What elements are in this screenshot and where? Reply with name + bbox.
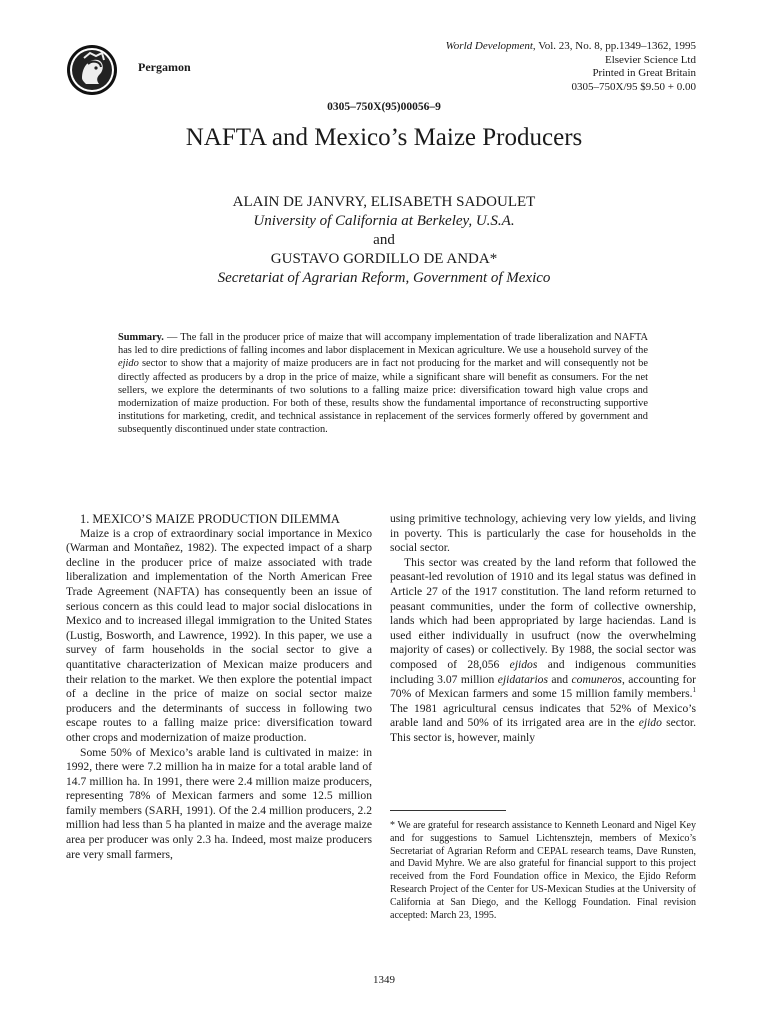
author-conjunction: and: [373, 232, 395, 248]
author-affiliation-1: University of California at Berkeley, U.S.A.: [253, 213, 515, 229]
body-column-right: [390, 512, 696, 780]
journal-name: World Development: [445, 40, 533, 52]
body-column-left: [66, 512, 372, 967]
publisher-name: Pergamon: [138, 60, 191, 74]
body-term-ejidos: ejidos: [509, 657, 538, 671]
body-paragraph-3: using primitive technology, achieving very low yields, and living in poverty. This is particularly the case for households in the social sector.: [390, 512, 696, 555]
journal-citation-line: [366, 40, 696, 54]
body-p4-text-f: sector. This sector is, however, mainly: [390, 716, 696, 744]
journal-printed: Printed in Great Britain: [592, 67, 696, 79]
body-term-ejido: ejido: [638, 716, 662, 730]
abstract-term-ejido: ejido: [118, 358, 139, 370]
body-p4-text-d: , accounting for 70% of Mexican farmers and some 15 million family members.: [390, 672, 696, 701]
abstract-label: Summary.: [118, 332, 164, 343]
pergamon-logo: [66, 44, 118, 96]
page-number: 1349: [373, 974, 395, 986]
abstract: [118, 331, 648, 457]
body-paragraph-1: Maize is a crop of extraordinary social importance in Mexico (Warman and Montañez, 1982). The expected impact of a sharp decline in the producer price of maize associated with trade liberalization and implementation of the North American Free Trade Agreement (NAFTA) has consequently been an issue of serious concern as this could lead to major social dislocations in Mexico and to increased illegal immigration to the United States (Lustig, Bosworth, and Lawrence, 1992). In this paper, we use a survey of farm households in the social sector to give a quantitative characterization of Mexican maize producers and their relation to the market. We then explore the potential impact of a decline in the price of maize on social sector maize producers and the determinants of success in following two escape routes to a falling maize price: diversification toward other crops and modernization of maize production.: [66, 526, 372, 744]
abstract-text-2: sector to show that a majority of maize producers are in fact not producing for the market and will consequently not be directly affected as producers by a drop in the price of maize, while a significant share will benefit as consumers. For the net sellers, we explore the determinants of two solutions to a falling maize price: diversification toward high value crops and modernization of maize production. For both of these, results show the fundamental importance of reconstructing supportive institutions for marketing, credit, and technical assistance in replacement of the services formerly offered by government and subsequently discontinued under state contraction.: [118, 358, 648, 436]
pergamon-medallion-icon: [66, 44, 118, 96]
section-heading: 1. MEXICO’S MAIZE PRODUCTION DILEMMA: [80, 512, 340, 526]
acknowledgement-footnote: * We are grateful for research assistance to Kenneth Leonard and Nigel Key and for suggestions to Samuel Lichtensztejn, members of Mexico’s Secretariat of Agrarian Reform and CEPAL research teams, Dave Runsten, and David Myhre. We are also grateful for financial support to this project received from the Ford Foundation office in Mexico, the Ejido Reform Research Project of the Center for US-Mexican Studies at the University of California at San Diego, and the Kellogg Foundation. Final revision accepted: March 23, 1995.: [390, 820, 696, 921]
author-names-1: ALAIN DE JANVRY, ELISABETH SADOULET: [232, 194, 536, 210]
article-identifier: 0305–750X(95)00056–9: [327, 101, 441, 113]
journal-price-code: 0305–750X/95 $9.50 + 0.00: [571, 80, 696, 93]
author-affiliation-2: Secretariat of Agrarian Reform, Government of Mexico: [217, 270, 551, 286]
body-paragraph-4: [390, 556, 696, 746]
author-block: [0, 193, 768, 288]
body-term-ejidatarios: ejidatarios: [497, 672, 548, 686]
article-title: NAFTA and Mexico’s Maize Producers: [185, 124, 583, 151]
body-paragraph-2: Some 50% of Mexico’s arable land is cultivated in maize: in 1992, there were 7.2 million ha in maize for a total arable land of 14.7 million ha. In 1991, there were 2.4 million maize producers, representing 78% of Mexican farmers and some 12.5 million family members (SARH, 1991). Of the 2.4 million producers, 2.2 million had less than 5 ha planted in maize and the average maize area per producer was only 2.3 ha. Indeed, most maize producers are very small farmers,: [66, 745, 372, 861]
body-p4-text-e: The 1981 agricultural census indicates that 52% of Mexico’s arable land and 50% of its irrigated area are in the: [390, 701, 696, 730]
abstract-text-1: The fall in the producer price of maize that will accompany implementation of trade liberalization and NAFTA has led to dire predictions of falling incomes and labor displacement in Mexican agriculture. We use a household survey of the: [118, 332, 648, 357]
body-p4-text-c: and: [547, 672, 572, 686]
body-term-comuneros: comuneros: [571, 672, 622, 686]
abstract-dash: —: [163, 332, 181, 343]
author-names-2: GUSTAVO GORDILLO DE ANDA*: [270, 251, 498, 267]
journal-volume-pages: , Vol. 23, No. 8, pp.1349–1362, 1995: [532, 40, 696, 52]
footnote-divider: [390, 810, 506, 811]
journal-citation-block: [366, 40, 696, 94]
journal-publisher: Elsevier Science Ltd: [604, 53, 696, 66]
body-p4-text-b: and indigenous communities including 3.07 million: [390, 657, 696, 686]
footnote-marker[interactable]: 1: [692, 686, 696, 695]
body-p4-text-a: This sector was created by the land reform that followed the peasant-led revolution of 1910 and its legal status was defined in Article 27 of the 1917 constitution. The land reform returned to peasant communities, under the form of collective ownership, lands which had been appropriated by large haciendas. Land is used either individually in usufruct (now the overwhelming majority of cases) or collectively. By 1988, the social sector was composed of 28,056: [390, 555, 696, 671]
